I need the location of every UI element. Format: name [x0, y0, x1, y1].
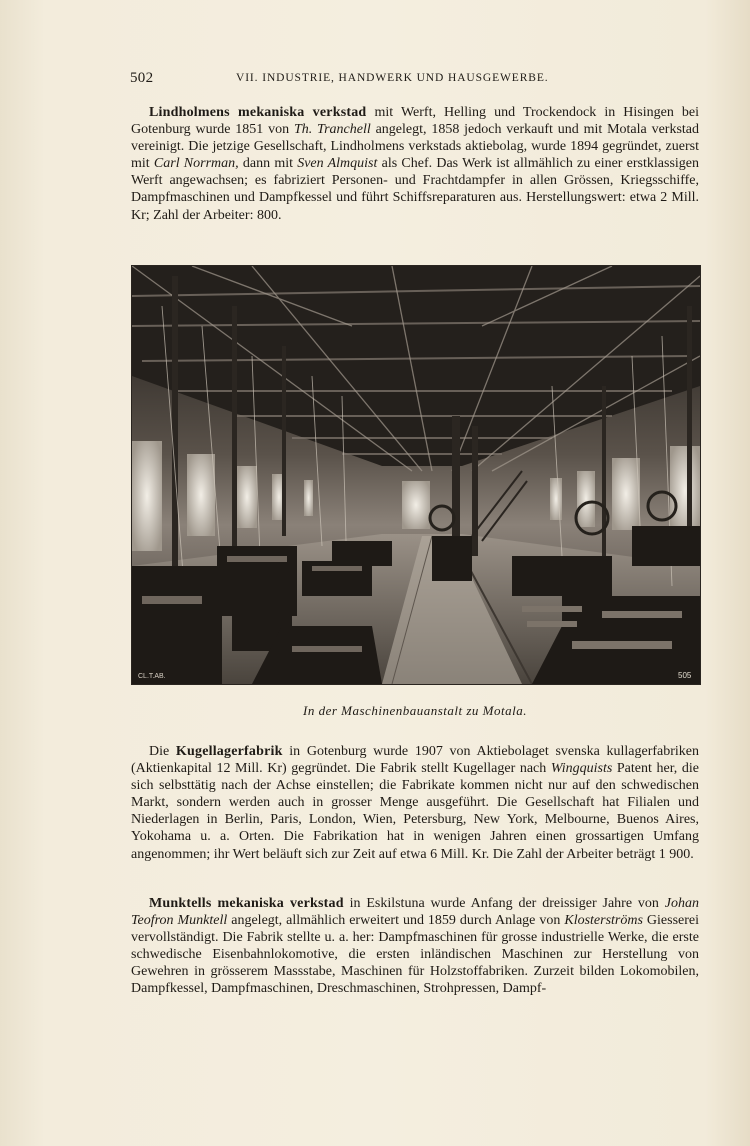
- paragraph-munktell: [131, 895, 699, 998]
- page-number: 502: [130, 70, 154, 86]
- person-name: Sven Almquist: [297, 156, 378, 172]
- paragraph-text: Patent her, die sich selbsttätig nach der Achse einstellen; die Fabrikate kommen nicht nur auf den schwedischen Markt, sondern werden auch in grosser Menge ausgeführt. Die Gesellschaft hat Filialen und Niederlagen in Berlin, Paris, London, Wien, Petersburg, New York, Melbourne, Buenos Aires, Yokohama u. a. Orten. Die Fabrikation hat in wenigen Jahren einen grossartigen Umfang angenommen; ihr Wert beläuft sich zur Zeit auf etwa 6 Mill. Kr. Die Zahl der Arbeiter beträgt 1 900.: [131, 761, 699, 862]
- paragraph-text: Die: [149, 744, 176, 759]
- paragraph-kugellagerfabrik: [131, 743, 699, 863]
- foundry-name: Klosterströms: [564, 913, 643, 929]
- company-name-lindholmen: Lindholmens mekaniska verkstad: [149, 105, 367, 120]
- person-name: Carl Norrman,: [153, 156, 239, 172]
- plate-number: 505: [678, 671, 692, 680]
- paragraph-text: mit Werft, Helling und Trockendock in Hisingen bei Gotenburg wurde 1851 von: [131, 105, 699, 138]
- company-name-munktell: Munktells mekaniska verkstad: [149, 896, 344, 911]
- paragraph-text: angelegt, allmählich erweitert und 1859 durch Anlage von: [227, 913, 565, 929]
- page-header: [130, 70, 700, 90]
- paragraph-text: angelegt, 1858 jedoch verkauft und mit Motala verkstad vereinigt. Die jetzige Gesellschaft, Lindholmens verkstads aktiebolag, wurde 1894 gegründet, zuerst mit: [131, 122, 700, 172]
- person-name: Th. Tranchell: [293, 122, 371, 138]
- factory-interior-illustration: [132, 266, 700, 684]
- paragraph-text: Giesserei vervollständigt. Die Fabrik stellte u. a. her: Dampfmaschinen für grosse industrielle Werke, die erste schwedische Eisenbahnlokomotive, die ersten inländischen Maschinen zur Herstellung von Gewehren in grösserem Massstabe, Maschinen für Holzstoffabriken. Zurzeit bilden Lokomobilen, Dampfkessel, Dampfmaschinen, Dreschmaschinen, Strohpressen, Dampf-: [131, 913, 700, 997]
- person-name: Johan Teofron Munktell: [131, 896, 699, 929]
- paragraph-text: in Gotenburg wurde 1907 von Aktiebolaget svenska kullagerfabriken (Aktienkapital 12 Mill. Kr) gegründet. Die Fabrik stellt Kugellager nach: [131, 744, 700, 777]
- running-head: VII. INDUSTRIE, HANDWERK UND HAUSGEWERBE.: [236, 72, 549, 84]
- svg-text:CL.T.AB.: CL.T.AB.: [138, 673, 166, 680]
- company-name-kugellagerfabrik: Kugellagerfabrik: [175, 744, 283, 759]
- photo-caption: In der Maschinenbauanstalt zu Motala.: [303, 703, 527, 718]
- paragraph-text: in Eskilstuna wurde Anfang der dreissiger Jahre von: [343, 896, 665, 911]
- person-name: Wingquists: [550, 761, 613, 777]
- paragraph-text: als Chef. Das Werk ist allmählich zu einer erstklassigen Werft angewachsen; es fabriziert Personen- und Frachtdampfer in allen Grössen, Kriegsschiffe, Dampfmaschinen und Dampfkessel und führt Schiffsreparaturen aus. Herstellungswert: etwa 2 Mill. Kr; Zahl der Arbeiter: 800.: [131, 156, 699, 223]
- paragraph-text: dann mit: [238, 156, 298, 172]
- factory-hall-photograph: [131, 265, 701, 685]
- paragraph-lindholmen: [131, 104, 699, 224]
